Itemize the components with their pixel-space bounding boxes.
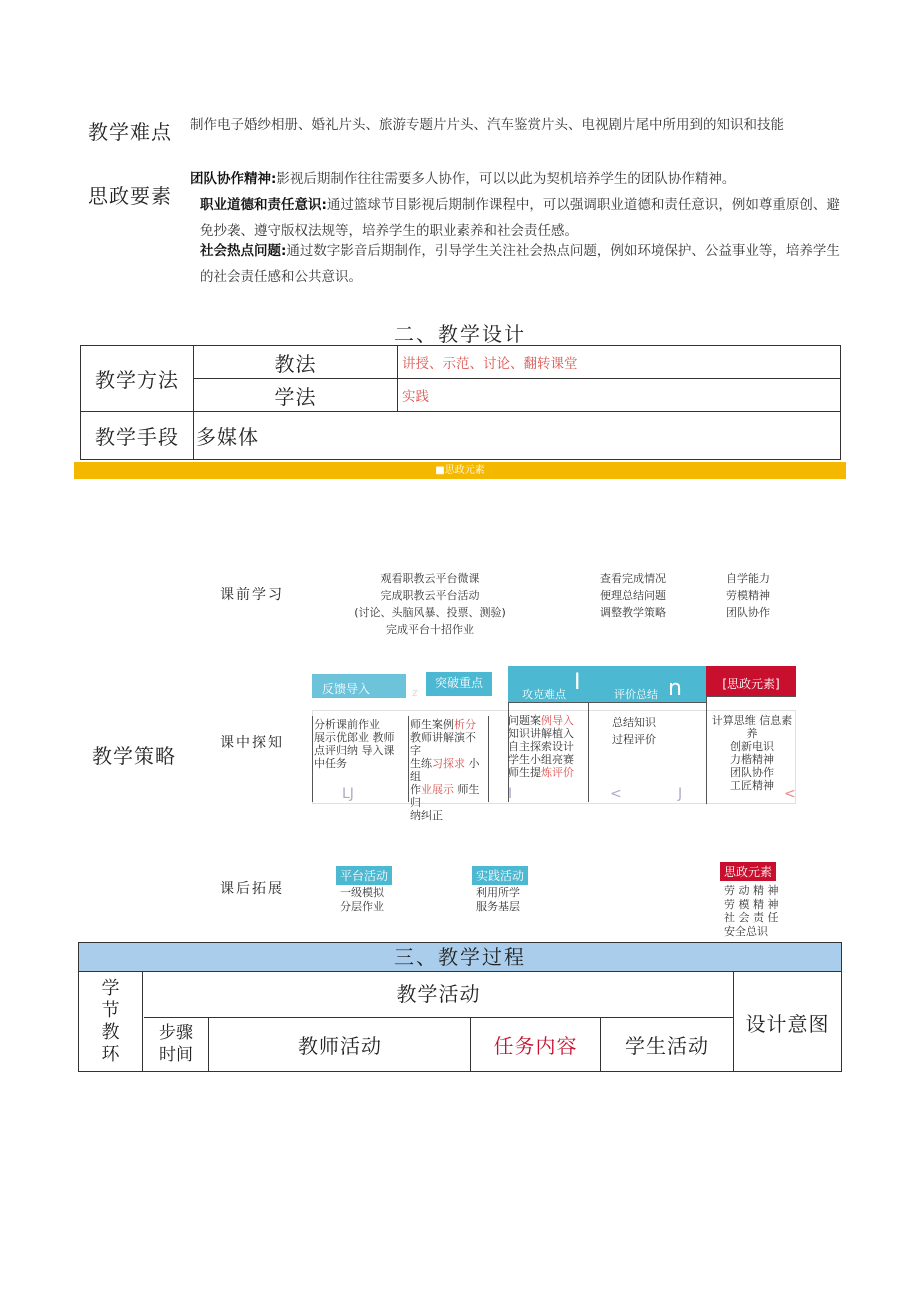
strategy-label: 教学策略 bbox=[92, 744, 176, 768]
pre-col1: 观看职教云平台微课 完成职教云平台活动 (讨论、头脑风暴、投票、测验) 完成平台十招作业 bbox=[354, 572, 506, 636]
foot-1: LJ bbox=[342, 786, 354, 802]
ideology-label: 思政要素 bbox=[88, 184, 172, 208]
letter-n: n bbox=[668, 676, 682, 701]
in-col5: 计算思维 信息素养 创新电识 力楷精神 团队协作 工匠精神 bbox=[711, 714, 793, 792]
foot-3: < bbox=[610, 786, 622, 802]
ideology-item-1: 团队协作精神:影视后期制作往往需要多人协作，可以以此为契机培养学生的团队协作精神。 bbox=[190, 171, 736, 187]
in-col1: 分析课前作业 展示优郎业 教师 点评归纳 导入课 中任务 bbox=[314, 718, 395, 770]
tab-feedback: 反馈导入 bbox=[312, 674, 406, 698]
post-tag3-items: 劳 动 精 神 劳 模 精 神 社 会 责 任 安全总识 bbox=[724, 884, 779, 938]
foot-5: < bbox=[784, 786, 796, 802]
foot-4: J bbox=[678, 786, 683, 802]
tab-hard: 攻克难点 bbox=[522, 688, 566, 701]
pre-label: 课前学习 bbox=[220, 587, 284, 603]
means-value: 多媒体 bbox=[194, 412, 841, 460]
post-tag1-items: 一级模拟 分层作业 bbox=[340, 886, 384, 913]
in-diagram bbox=[312, 666, 796, 822]
col-teacher: 教师活动 bbox=[210, 1018, 471, 1071]
process-title: 三、教学过程 bbox=[79, 943, 841, 972]
in-col4: 总结知识 过程评价 bbox=[612, 716, 656, 746]
ideology-item-3: 社会热点问题:通过数字影音后期制作，引导学生关注社会热点问题，例如环境保护、公益事业等，培养学生的社会责任感和公共意识。 bbox=[200, 243, 840, 285]
col-steps: 步骤 时间 bbox=[144, 1018, 209, 1071]
design-table bbox=[80, 345, 841, 460]
post-tag2-items: 利用所学 服务基层 bbox=[476, 886, 520, 913]
banner-text: ■思政元素 bbox=[435, 465, 485, 476]
pre-col2: 查看完成情况 便理总结问题 调整教学策略 bbox=[600, 572, 666, 619]
in-col2: 师生案例析分 教师讲解演不 字 生练习探求 小组 作业展示 师生归 纳纠正 bbox=[410, 718, 480, 822]
learn-label: 学法 bbox=[194, 379, 398, 412]
learn-value: 实践 bbox=[398, 379, 841, 412]
foot-2: I bbox=[508, 786, 513, 802]
method-label: 教学方法 bbox=[81, 346, 194, 412]
post-tag-platform: 平台活动 bbox=[336, 866, 392, 885]
teach-value: 讲授、示范、讨论、翻转课堂 bbox=[398, 346, 841, 379]
process-table bbox=[78, 942, 842, 1072]
col-stage: 学 节 教 环 bbox=[79, 972, 143, 1071]
tab-key: 突破重点 bbox=[426, 672, 492, 696]
in-label: 课中探知 bbox=[220, 735, 284, 751]
difficulty-label: 教学难点 bbox=[88, 120, 172, 144]
post-label: 课后拓展 bbox=[220, 881, 284, 897]
design-title: 二、教学设计 bbox=[394, 322, 526, 346]
ideology-banner bbox=[74, 462, 846, 479]
col-activity: 教学活动 bbox=[144, 972, 734, 1018]
col-intent: 设计意图 bbox=[745, 1012, 830, 1036]
post-tag-ideology: 思政元素 bbox=[720, 862, 776, 881]
letter-z: z bbox=[412, 686, 418, 699]
post-tag-practice: 实践活动 bbox=[472, 866, 528, 885]
col-task: 任务内容 bbox=[471, 1018, 601, 1071]
difficulty-text: 制作电子婚纱相册、婚礼片头、旅游专题片片头、汽车鉴赏片头、电视剧片尾中所用到的知识和技能 bbox=[190, 117, 784, 133]
means-label: 教学手段 bbox=[81, 412, 194, 460]
pre-col3: 自学能力 劳模精神 团队协作 bbox=[726, 572, 770, 619]
teach-label: 教法 bbox=[194, 346, 398, 379]
tab-ideology: [思政元素] bbox=[706, 666, 796, 696]
letter-i: I bbox=[574, 670, 581, 695]
col-student: 学生活动 bbox=[601, 1018, 734, 1071]
tab-eval: 评价总结 bbox=[614, 688, 658, 701]
ideology-item-2: 职业道德和责任意识:通过篮球节目影视后期制作课程中，可以强调职业道德和责任意识，例如尊重原创、避免抄袭、遵守版权法规等，培养学生的职业素养和社会责任感。 bbox=[200, 197, 840, 239]
in-col3: 问题案例导入 知识讲解植入 自主探索设计 学生小组亮赛 师生提炼评价 bbox=[508, 714, 574, 779]
